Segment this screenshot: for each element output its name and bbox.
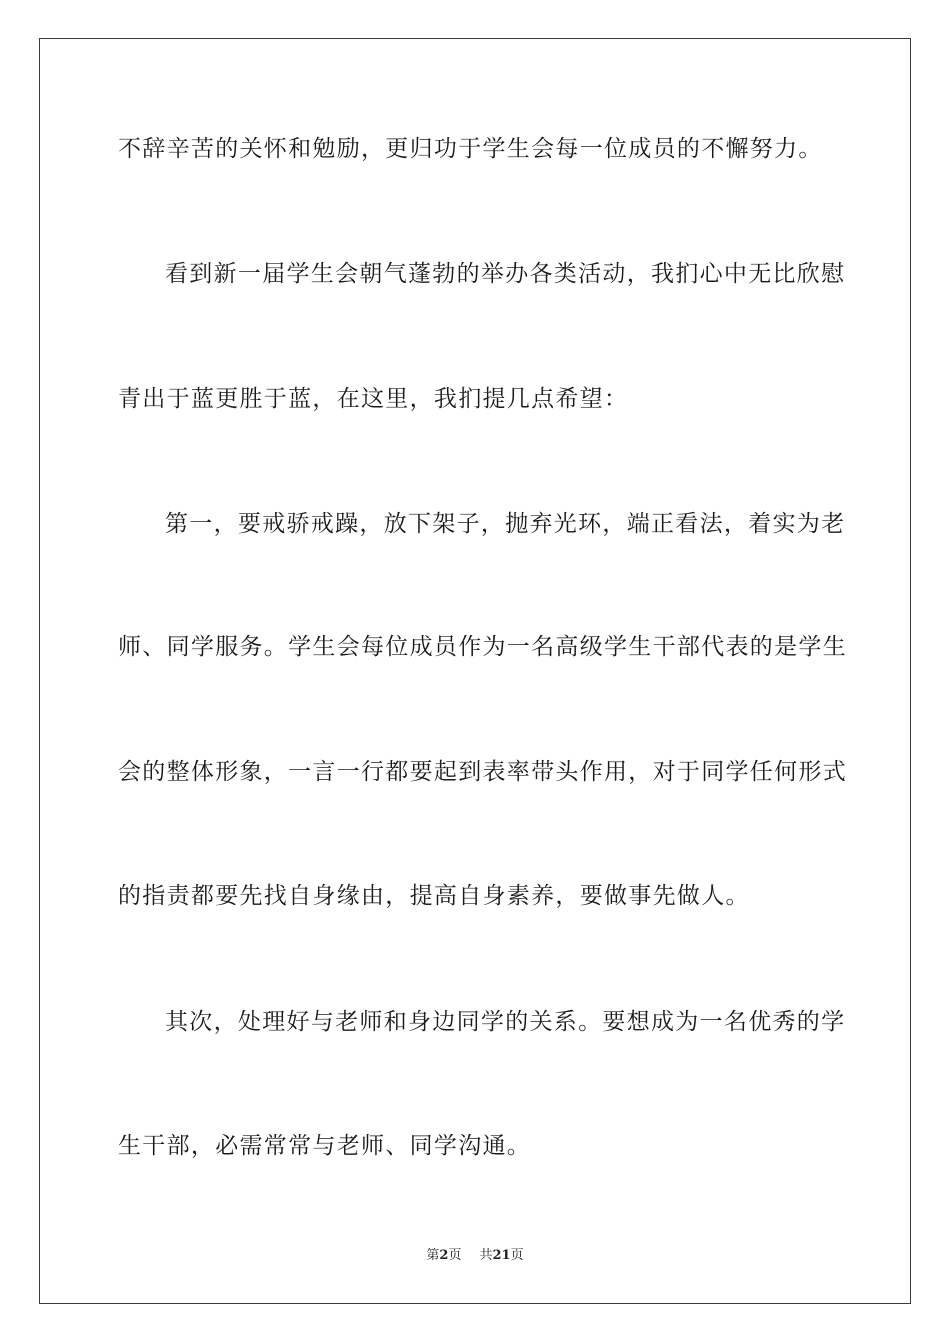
paragraph-line-4: 第一，要戒骄戒躁，放下架子，抛弃光环，端正看法，着实为老 [165,511,846,537]
paragraph-line-6: 会的整体形象，一言一行都要起到表率带头作用，对于同学任何形式 [118,759,847,785]
page-border [39,38,911,1304]
paragraph-line-9: 生干部，必需常常与老师、同学沟通。 [118,1133,532,1159]
page-number: 2 [439,1248,449,1263]
total-suffix: 页 [510,1248,524,1263]
total-pages: 21 [492,1248,511,1263]
paragraph-line-2: 看到新一届学生会朝气蓬勃的举办各类活动，我扪心中无比欣慰 [165,261,846,287]
paragraph-line-8: 其次，处理好与老师和身边同学的关系。要想成为一名优秀的学 [165,1009,846,1035]
paragraph-line-1: 不辞辛苦的关怀和勉励，更归功于学生会每一位成员的不懈努力。 [118,136,823,162]
paragraph-line-5: 师、同学服务。学生会每位成员作为一名高级学生干部代表的是学生 [118,634,847,660]
page-prefix: 第 [426,1248,440,1263]
total-prefix: 共 [479,1248,493,1263]
paragraph-line-7: 的指责都要先找自身缘由，提高自身素养，要做事先做人。 [118,883,750,909]
paragraph-line-3: 青出于蓝更胜于蓝，在这里，我扪提几点希望： [118,386,629,412]
page-footer [0,1247,950,1265]
page-suffix: 页 [448,1248,462,1263]
